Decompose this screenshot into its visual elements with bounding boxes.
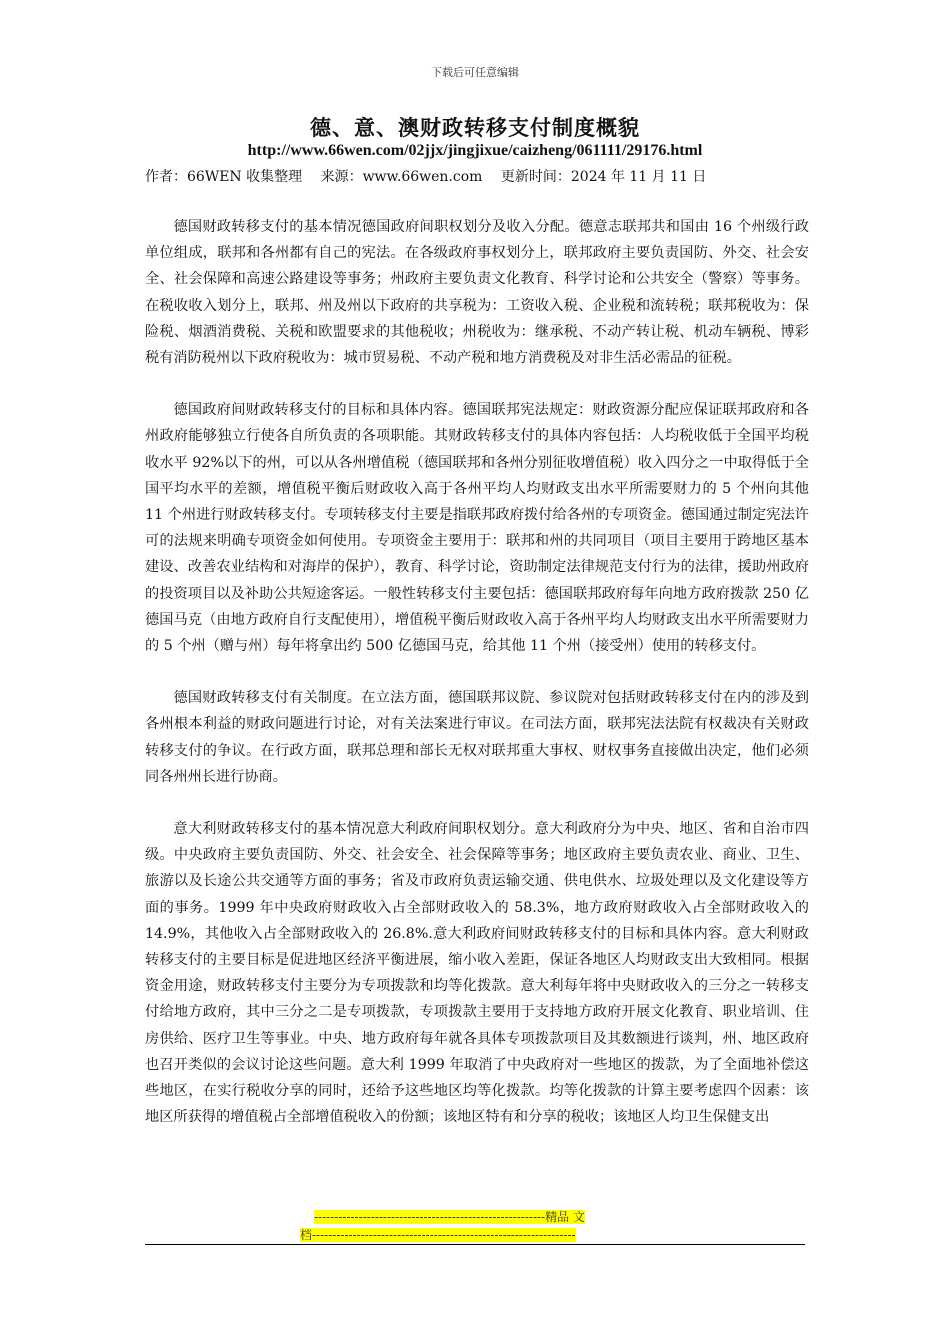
meta-source: 来源：www.66wen.com [320, 169, 483, 185]
paragraph: 德国财政转移支付的基本情况德国政府间职权划分及收入分配。德意志联邦共和国由 16 个州级行政单位组成，联邦和各州都有自己的宪法。在各级政府事权划分上，联邦政府主要负责国防、外交、社会安全、社会保障和高速公路建设等事务；州政府主要负责文化教育、科学讨论和公共安全（警察）等事务。在税收收入划分上，联邦、州及州以下政府的共享税为：工资收入税、企业税和流转税；联邦税收为：保险税、烟酒消费税、关税和欧盟要求的其他税收；州税收为：继承税、不动产转让税、机动车辆税、博彩税有消防税州以下政府税收为：城市贸易税、不动产税和地方消费税及对非生活必需品的征税。 [145, 219, 809, 367]
paragraph: 意大利财政转移支付的基本情况意大利政府间职权划分。意大利政府分为中央、地区、省和自治市四级。中央政府主要负责国防、外交、社会安全、社会保障等事务；地区政府主要负责农业、商业、卫生、旅游以及长途公共交通等方面的事务；省及市政府负责运输交通、供电供水、垃圾处理以及文化建设等方面的事务。1999 年中央政府财政收入占全部财政收入的 58.3%，地方政府财政收入占全部财政收入的 14.9%，其他收入占全部财政收入的 26.8%.意大利政府间财政转移支付的目标和具体内容。意大利财政转移支付的主要目标是促进地区经济平衡进展，缩小收入差距，保证各地区人均财政支出大致相同。根据资金用途，财政转移支付主要分为专项拨款和均等化拨款。意大利每年将中央财政收入的三分之一转移支付给地方政府，其中三分之二是专项拨款，专项拨款主要用于支持地方政府开展文化教育、职业培训、住房供给、医疗卫生等事业。中央、地方政府每年就各具体专项拨款项目及其数额进行谈判，州、地区政府也召开类似的会议讨论这些问题。意大利 1999 年取消了中央政府对一些地区的拨款，为了全面地补偿这些地区，在实行税收分享的同时，还给予这些地区均等化拨款。均等化拨款的计算主要考虑四个因素：该地区所获得的增值税占全部增值税收入的份额；该地区特有和分享的税收；该地区人均卫生保健支出 [145, 821, 809, 1126]
footer-line-1: ---------------------------------------------------------精品 文 [314, 1210, 585, 1224]
footer-watermark [300, 1208, 650, 1244]
meta-author: 作者：66WEN 收集整理 [145, 169, 303, 185]
footer-divider [145, 1244, 805, 1245]
document-body [145, 214, 809, 1157]
meta-line [145, 166, 825, 186]
source-url[interactable]: http://www.66wen.com/02jjx/jingjixue/caizheng/061111/29176.html [247, 142, 703, 159]
document-title: 德、意、澳财政转移支付制度概貌 [310, 115, 640, 140]
paragraph: 德国财政转移支付有关制度。在立法方面，德国联邦议院、参议院对包括财政转移支付在内的涉及到各州根本利益的财政问题进行讨论，对有关法案进行审议。在司法方面，联邦宪法法院有权裁决有关财政转移支付的争议。在行政方面，联邦总理和部长无权对联邦重大事权、财权事务直接做出决定，他们必须同各州州长进行协商。 [145, 690, 809, 785]
footer-line-2: 档----------------------------------------------------------------- [300, 1228, 576, 1242]
meta-updated: 更新时间：2024 年 11 月 11 日 [500, 169, 707, 185]
paragraph: 德国政府间财政转移支付的目标和具体内容。德国联邦宪法规定：财政资源分配应保证联邦政府和各州政府能够独立行使各自所负责的各项职能。其财政转移支付的具体内容包括：人均税收低于全国平均税收水平 92%以下的州，可以从各州增值税（德国联邦和各州分别征收增值税）收入四分之一中取得低于全国平均水平的差额，增值税平衡后财政收入高于各州平均人均财政支出水平所需要财力的 5 个州向其他 11 个州进行财政转移支付。专项转移支付主要是指联邦政府拨付给各州的专项资金。德国通过制定宪法许可的法规来明确专项资金如何使用。专项资金主要用于：联邦和州的共同项目（项目主要用于跨地区基本建设、改善农业结构和对海岸的保护），教育、科学讨论，资助制定法律规范支付行为的法律，援助州政府的投资项目以及补助公共短途客运。一般性转移支付主要包括：德国联邦政府每年向地方政府拨款 250 亿德国马克（由地方政府自行支配使用），增值税平衡后财政收入高于各州平均人均财政支出水平所需要财力的 5 个州（赠与州）每年将拿出约 500 亿德国马克，给其他 11 个州（接受州）使用的转移支付。 [145, 402, 809, 655]
header-note: 下载后可任意编辑 [431, 66, 519, 79]
